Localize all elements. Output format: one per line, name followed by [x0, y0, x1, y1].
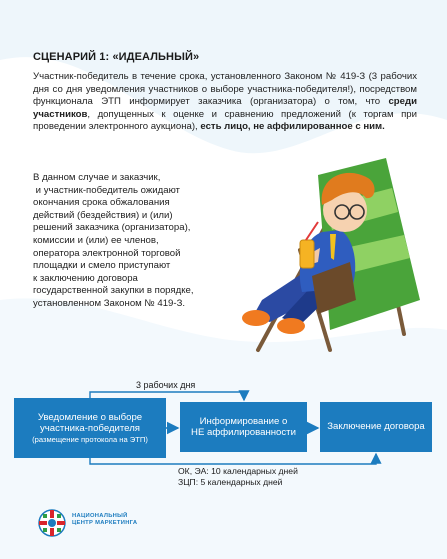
waiting-line: площадки и смело приступают	[33, 260, 171, 272]
contract-box	[320, 402, 432, 452]
logo-text-line-2: ЦЕНТР МАРКЕТИНГА	[72, 520, 138, 526]
non-affiliation-box	[180, 402, 307, 452]
waiting-line: и участник-победитель ожидают	[33, 184, 180, 196]
notification-box-line-1: Уведомление о выборе	[37, 411, 143, 423]
intro-text-part-1: Участник-победитель в течение срока, установленного Законом № 419-З (3 рабочих дня со дня уведомления участников о выборе участника-победителя!), посредством функционала ЭТП информирует заказчика (организатора) о том, что	[33, 71, 417, 108]
logo-text	[72, 513, 137, 527]
waiting-line: действий (бездействия) и (или)	[33, 209, 173, 221]
logo-text-line-1: НАЦИОНАЛЬНЫЙ	[72, 513, 128, 519]
waiting-line: к заключению договора	[33, 272, 138, 284]
waiting-line: В данном случае и заказчик,	[33, 172, 161, 183]
contract-box-label: Заключение договора	[327, 421, 425, 433]
intro-text-part-2: , допущенных к оценке и сравнению предложений (к торгам при проведении электронного аукциона),	[33, 108, 417, 133]
scenario-title: СЦЕНАРИЙ 1: «ИДЕАЛЬНЫЙ»	[33, 51, 200, 63]
waiting-line: государственной закупки в порядке,	[33, 285, 194, 297]
calendar-days-line-1: ОК, ЭА: 10 календарных дней	[178, 466, 298, 476]
non-affiliation-box-line-2: НЕ аффилированности	[191, 427, 296, 438]
intro-bold-part-1: среди участников	[33, 96, 417, 120]
calendar-days-line-2: ЗЦП: 5 календарных дней	[178, 477, 283, 487]
waiting-line: установленном Законом № 419-З.	[33, 297, 186, 309]
non-affiliation-box-line-1: Информирование о	[199, 415, 288, 427]
waiting-line: комиссии и (или) ее членов,	[33, 234, 159, 246]
waiting-line: окончания срока обжалования	[33, 197, 170, 209]
waiting-line: оператора электронной торговой	[33, 247, 181, 259]
intro-bold-part-2: есть лицо, не аффилированное с ним.	[200, 121, 385, 133]
calendar-days-label	[178, 466, 298, 488]
three-working-days-label: 3 рабочих дня	[136, 380, 196, 390]
notification-box-subtext: (размещение протокола на ЭТП)	[32, 434, 148, 444]
notification-box-line-2: участника-победителя	[39, 423, 140, 434]
waiting-line: решений заказчика (организатора),	[33, 222, 191, 234]
notification-box	[14, 398, 166, 458]
